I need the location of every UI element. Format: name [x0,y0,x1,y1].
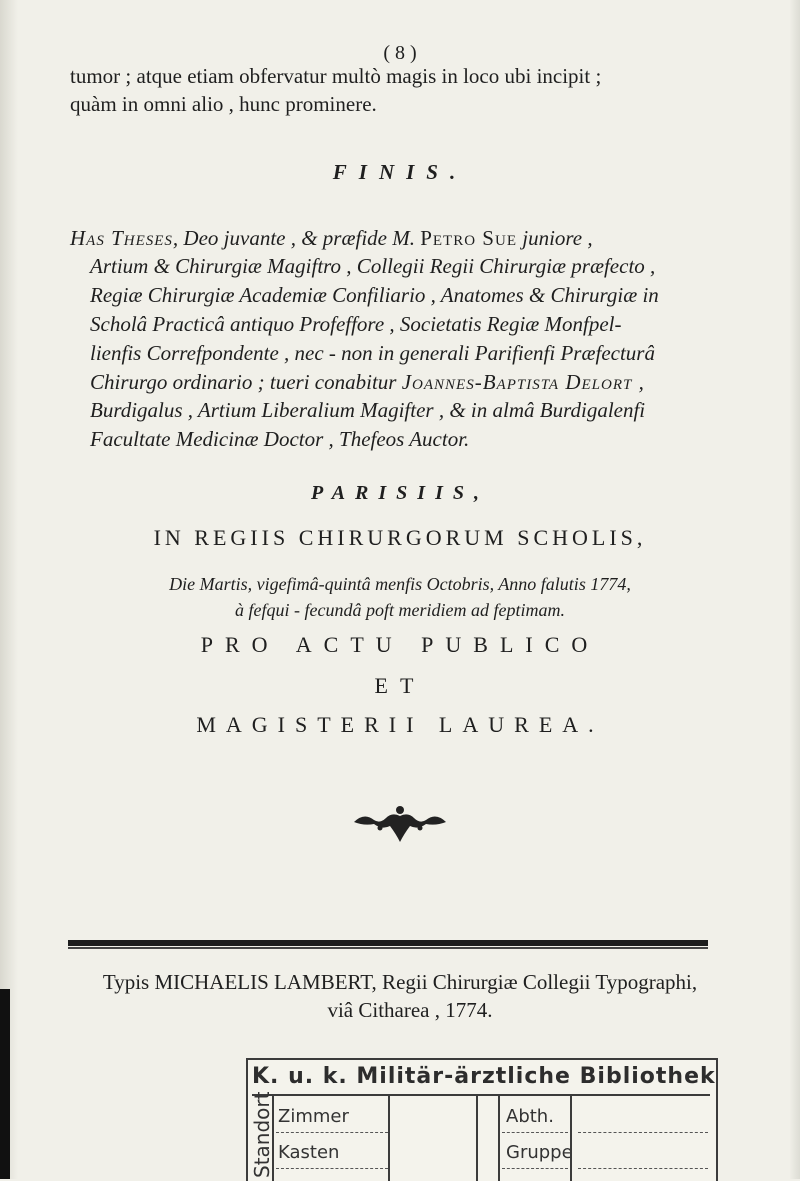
theses-line-6 [90,370,645,395]
magisterii-heading: MAGISTERII LAUREA. [196,712,604,737]
theses-line-3: Regiæ Chirurgiæ Academiæ Confiliario , Anatomes & Chirurgiæ in [90,283,659,307]
stamp-gruppe: Gruppe [506,1142,573,1163]
page-number: ( 8 ) [383,42,417,64]
venue-heading: IN REGIIS CHIRURGORUM SCHOLIS, [153,525,647,550]
finis-heading: FINIS. [332,160,468,184]
theses-text: , Deo juvante , & præfide M. [172,226,415,250]
place-heading: PARISIIS, [310,482,489,504]
theses-line-4: Scholâ Practicâ antiquo Profeffore , Societatis Regiæ Monfpel- [90,312,622,336]
theses-line-7: Burdigalus , Artium Liberalium Magifter , & in almâ Burdigalenfi [90,398,646,422]
theses-opening: Has Theses [70,226,173,250]
theses-text: Chirurgo ordinario ; tueri conabitur [90,370,397,394]
imprint-line-1: Typis MICHAELIS LAMBERT, Regii Chirurgiæ Collegii Typographi, [102,970,698,994]
stamp-abth: Abth. [506,1106,554,1127]
stamp-zimmer: Zimmer [278,1106,349,1127]
horizontal-rule-thin [68,947,708,949]
praeses-name: Petro Sue [420,226,517,250]
et-heading: ET [374,673,426,698]
date-line-2: à fefqui - fecundâ poft meridiem ad feptimam. [235,600,565,620]
theses-line-1 [70,226,593,251]
horizontal-rule [68,940,708,946]
theses-line-8: Facultate Medicinæ Doctor , Thefeos Auctor. [90,427,470,451]
stamp-kasten: Kasten [278,1142,340,1163]
body-line-2: quàm in omni alio , hunc prominere. [70,92,377,116]
imprint-line-2: viâ Citharea , 1774. [327,998,493,1022]
library-stamp [246,1058,718,1181]
stamp-side-label: Standort [250,1091,274,1178]
stamp-title: K. u. k. Militär-ärztliche Bibliothek [252,1064,710,1096]
pro-actu-heading: PRO ACTU PUBLICO [200,632,600,657]
date-line-1: Die Martis, vigefimâ-quintâ menfis Octobris, Anno falutis 1774, [169,574,631,594]
theses-text: juniore , [522,226,593,250]
body-line-1: tumor ; atque etiam obfervatur multò magis in loco ubi incipit ; [70,64,602,88]
theses-line-2: Artium & Chirurgiæ Magiftro , Collegii Regii Chirurgiæ præfecto , [90,254,656,278]
author-name: Joannes-Baptista Delort , [401,370,645,394]
printers-flower-ornament-icon [350,804,450,844]
theses-line-5: lienfis Correfpondente , nec - non in generali Parifienfi Præfecturâ [90,341,655,365]
